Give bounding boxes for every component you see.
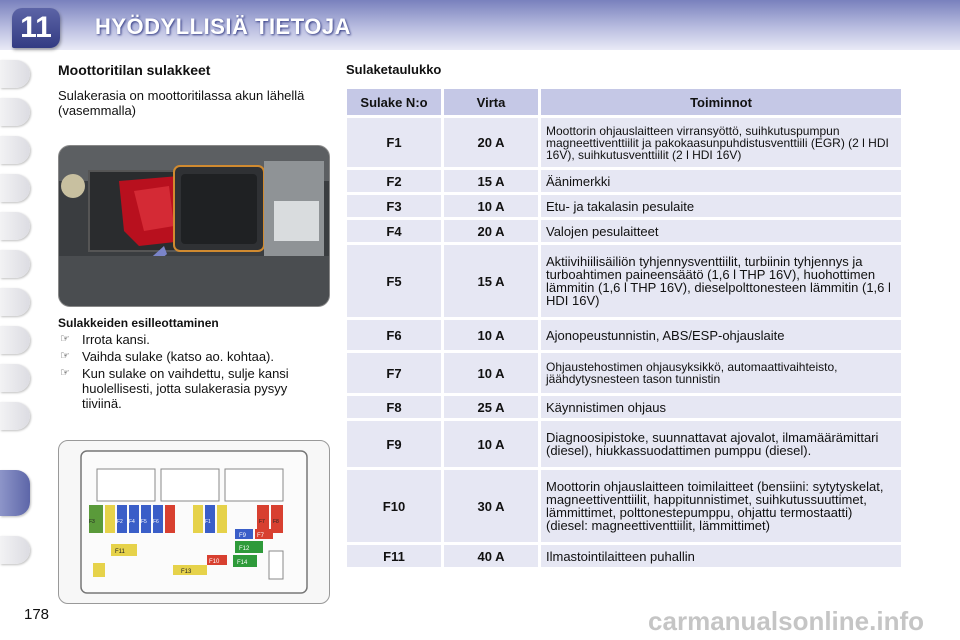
fuse-current: 20 A [444,118,538,167]
side-tab[interactable] [0,136,30,164]
fuse-number: F2 [347,170,441,192]
fuse-box-diagram [58,440,330,604]
table-row [347,353,901,393]
table-header-row [347,89,901,115]
fuse-function: Valojen pesulaitteet [541,220,901,242]
page-number: 178 [24,606,50,623]
fuse-label: F11 [115,549,125,555]
fuse-current: 10 A [444,320,538,350]
finger-pointer-icon: ☞ [60,350,70,362]
step-text: Vaihda sulake (katso ao. kohtaa). [82,349,274,364]
step-text: Kun sulake on vaihdettu, sulje kansi huolellisesti, jotta sulakerasia pysyy tiiviinä. [82,366,289,411]
fuse-label: F6 [153,519,159,525]
finger-pointer-icon: ☞ [60,367,70,379]
list-item [58,349,330,364]
fuse-number: F9 [347,421,441,467]
fuse-label: F8 [273,519,279,525]
fuse-current: 25 A [444,396,538,418]
fuse-current: 15 A [444,245,538,317]
step-text: Irrota kansi. [82,332,150,347]
fuse-number: F3 [347,195,441,217]
fuse-current: 15 A [444,170,538,192]
side-tab[interactable] [0,174,30,202]
side-tab[interactable] [0,212,30,240]
fuse-current: 10 A [444,421,538,467]
fuse-number: F11 [347,545,441,567]
fuse-number: F6 [347,320,441,350]
fuse-function: Ilmastointilaitteen puhallin [541,545,901,567]
fuse-number: F10 [347,470,441,542]
fuse-function: Ajonopeustunnistin, ABS/ESP-ohjauslaite [541,320,901,350]
side-tab[interactable] [0,402,30,430]
engine-bay-photo [58,145,330,307]
side-tabs [0,60,32,580]
removal-title: Sulakkeiden esilleottaminen [58,316,219,330]
engine-bay-illustration [59,146,329,306]
table-row [347,421,901,467]
side-tab[interactable] [0,364,30,392]
fuse-function: Ohjaustehostimen ohjausyksikkö, automaattivaihteisto, jäähdytysnesteen tason tunnistin [541,353,901,393]
fuse-label: F10 [209,559,220,565]
fuse-label: F7 [257,533,265,539]
fuse-function: Moottorin ohjauslaitteen toimilaitteet (bensiini: sytytyskelat, magneettiventtiilit, happitunnistimet, suihkutussuuttimet, lämmittimet, polttonestepumppu, ohjattu termostaatti) (diesel: magneettiventtiilit, lämmittimet) [541,470,901,542]
page-title: HYÖDYLLISIÄ TIETOJA [95,14,352,39]
fuse-label: F13 [181,569,192,575]
list-item [58,332,330,347]
column-header: Virta [444,89,538,115]
table-row [347,220,901,242]
fuse-label: F9 [239,533,247,539]
removal-steps [58,332,330,413]
table-row [347,396,901,418]
fuse-label: F7 [259,519,265,525]
fuse-number: F7 [347,353,441,393]
fuse-current: 10 A [444,353,538,393]
fuse-label: F14 [237,560,248,566]
fuse-label: F3 [89,519,95,525]
fuse-table [344,86,904,570]
table-title: Sulaketaulukko [346,62,442,77]
fuse-function: Käynnistimen ohjaus [541,396,901,418]
fuse-function: Diagnoosipistoke, suunnattavat ajovalot, ilmamäärämittari (diesel), hiukkassuodattimen pumppu (diesel). [541,421,901,467]
fuse-box-illustration [59,441,329,603]
fuse-function: Aktiivihiilisäiliön tyhjennysventtiilit, turbiinin tyhjennys ja turboahtimen paineensäätö (1,6 l THP 16V), huohottimen lämmitin (1,6 l THP 16V), dieselpolttonesteen lämmitin (1,6 l HDI 16V) [541,245,901,317]
side-tab[interactable] [0,60,30,88]
fuse-label: F2 [117,519,123,525]
table-row [347,245,901,317]
fuse-function: Etu- ja takalasin pesulaite [541,195,901,217]
side-tab-active[interactable] [0,470,30,516]
table-row [347,118,901,167]
table-row [347,545,901,567]
side-tab[interactable] [0,288,30,316]
fuse-label: F4 [129,519,135,525]
fuse-current: 30 A [444,470,538,542]
list-item [58,366,330,411]
table-row [347,170,901,192]
table-row [347,470,901,542]
column-header: Sulake N:o [347,89,441,115]
chapter-badge: 11 [12,8,60,48]
table-row [347,195,901,217]
fuse-label: F12 [239,546,250,552]
side-tab[interactable] [0,536,30,564]
fuse-label: F1 [205,519,211,525]
fuse-number: F4 [347,220,441,242]
fuse-current: 40 A [444,545,538,567]
intro-text: Sulakerasia on moottoritilassa akun lähellä (vasemmalla) [58,88,305,118]
watermark: carmanualsonline.info [648,606,924,636]
fuse-current: 20 A [444,220,538,242]
table-row [347,320,901,350]
fuse-current: 10 A [444,195,538,217]
side-tab[interactable] [0,98,30,126]
side-tab[interactable] [0,326,30,354]
fuse-function: Äänimerkki [541,170,901,192]
finger-pointer-icon: ☞ [60,333,70,345]
fuse-number: F5 [347,245,441,317]
section-title: Moottoritilan sulakkeet [58,62,211,78]
fuse-number: F8 [347,396,441,418]
column-header: Toiminnot [541,89,901,115]
fuse-function: Moottorin ohjauslaitteen virransyöttö, suihkutuspumpun magneettiventtiilit ja pakokaasunpuhdistusventtiili (EGR) (2 l HDI 16V), suihkutusventtiilit (2 l HDI 16V) [541,118,901,167]
fuse-label: F5 [141,519,147,525]
fuse-number: F1 [347,118,441,167]
side-tab[interactable] [0,250,30,278]
